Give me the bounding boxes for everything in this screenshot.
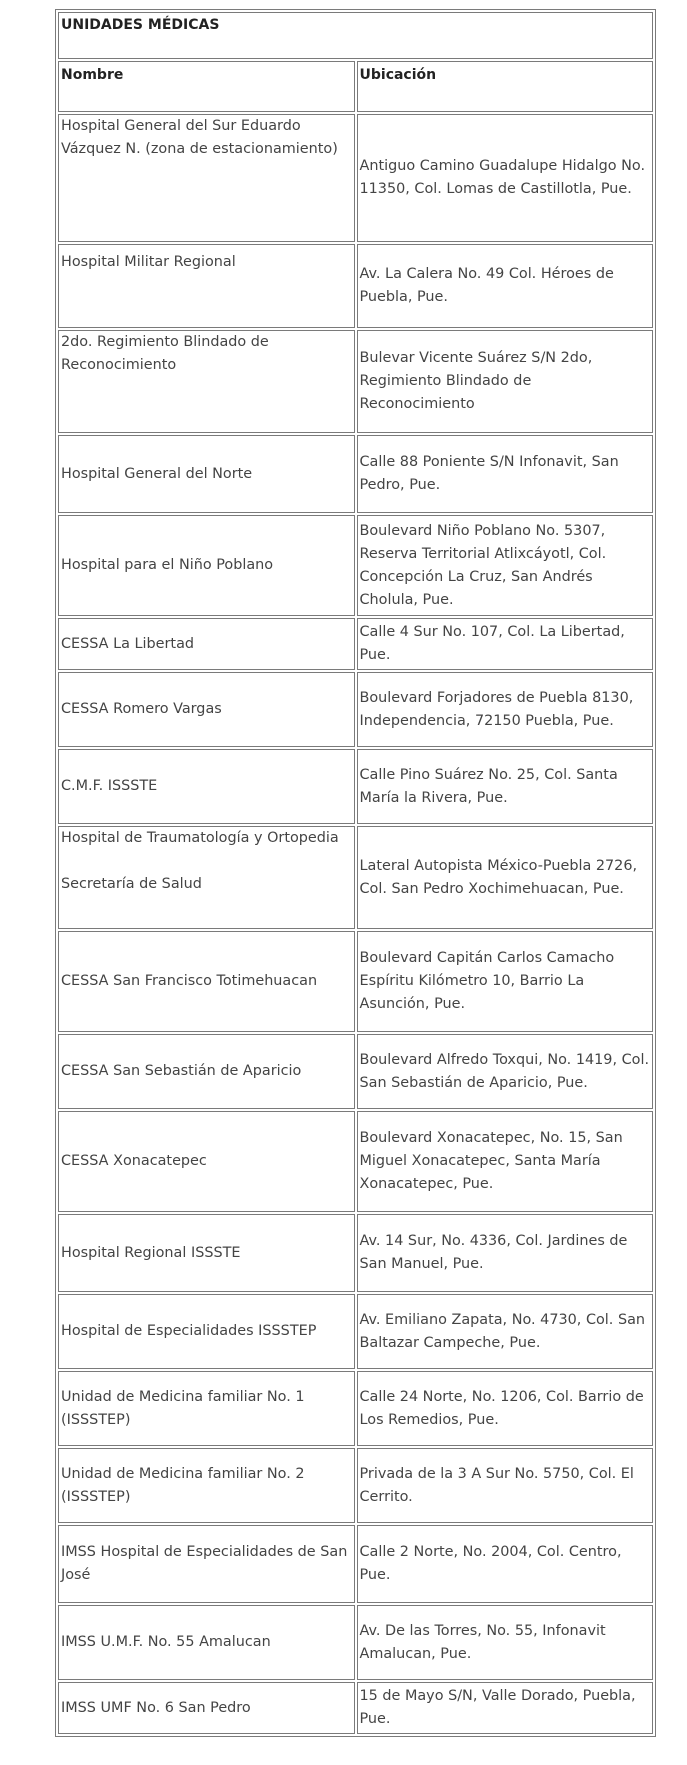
table-title: UNIDADES MÉDICAS (58, 12, 653, 59)
unit-location-cell (357, 1111, 654, 1212)
unit-location: Boulevard Capitán Carlos Camacho Espíritu Kilómetro 10, Barrio La Asunción, Pue. (359, 950, 615, 1012)
table-row (58, 1605, 653, 1680)
unit-name: Hospital General del Sur Eduardo Vázquez N. (zona de estacionamiento) (61, 118, 338, 157)
header-row (58, 61, 653, 112)
unit-name: Hospital Regional ISSSTE (61, 1244, 241, 1261)
unit-name: CESSA San Francisco Totimehuacan (61, 973, 318, 989)
unit-name-cell (58, 515, 355, 616)
unit-name: Secretaría de Salud (61, 876, 202, 892)
unit-name: IMSS Hospital de Especialidades de San José (61, 1544, 348, 1583)
unit-location-cell (357, 1448, 654, 1523)
table-row (58, 1294, 653, 1369)
unit-name-cell (58, 1034, 355, 1109)
unit-name-cell (58, 1525, 355, 1603)
table-row (58, 1111, 653, 1212)
unit-name: Hospital de Especialidades ISSSTEP (61, 1323, 317, 1339)
unit-name-cell (58, 672, 355, 747)
unit-location: Av. De las Torres, No. 55, Infonavit Amalucan, Pue. (359, 1622, 606, 1662)
unit-location-cell (357, 1034, 654, 1109)
column-header-location: Ubicación (357, 61, 654, 112)
unit-name: CESSA La Libertad (61, 635, 195, 652)
unit-location-cell (357, 1214, 654, 1292)
table-body (58, 12, 653, 1734)
unit-name-cell (58, 1294, 355, 1369)
unit-location: Bulevar Vicente Suárez S/N 2do, Regimiento Blindado de Reconocimiento (359, 350, 593, 412)
unit-name: Unidad de Medicina familiar No. 2 (ISSSTEP) (61, 1465, 305, 1505)
unit-name-cell (58, 618, 355, 670)
unit-name: 2do. Regimiento Blindado de Reconocimiento (61, 334, 269, 373)
unit-location: Boulevard Xonacatepec, No. 15, San Miguel Xonacatepec, Santa María Xonacatepec, Pue. (359, 1130, 623, 1192)
unit-name: Hospital General del Norte (61, 465, 253, 482)
unit-location-cell (357, 672, 654, 747)
unit-location-cell (357, 1294, 654, 1369)
table-row (58, 672, 653, 747)
unit-name: CESSA Romero Vargas (61, 701, 222, 717)
table-row (58, 330, 653, 433)
table-row (58, 1448, 653, 1523)
unit-name: IMSS U.M.F. No. 55 Amalucan (61, 1634, 271, 1650)
unit-name-cell (58, 1448, 355, 1523)
unit-name: Hospital de Traumatología y Ortopedia (61, 830, 339, 846)
unit-location: Calle 2 Norte, No. 2004, Col. Centro, Pue. (359, 1544, 622, 1583)
unit-name-cell (58, 114, 355, 242)
unit-name-cell (58, 1111, 355, 1212)
unit-location-cell (357, 515, 654, 616)
unit-name: CESSA Xonacatepec (61, 1153, 207, 1169)
unit-location: Av. 14 Sur, No. 4336, Col. Jardines de San Manuel, Pue. (359, 1233, 628, 1272)
unit-location-cell (357, 1605, 654, 1680)
unit-location: Av. La Calera No. 49 Col. Héroes de Puebla, Pue. (359, 266, 614, 305)
unit-name-cell (58, 749, 355, 824)
table-row (58, 931, 653, 1032)
table-row (58, 1214, 653, 1292)
unit-name: Hospital para el Niño Poblano (61, 557, 274, 573)
unit-location: Calle 24 Norte, No. 1206, Col. Barrio de Los Remedios, Pue. (359, 1388, 644, 1428)
unit-location: Antiguo Camino Guadalupe Hidalgo No. 11350, Col. Lomas de Castillotla, Pue. (359, 158, 646, 197)
unit-location-cell (357, 244, 654, 328)
unit-location-cell (357, 1682, 654, 1734)
unit-name-cell (58, 244, 355, 328)
unit-location: Calle 88 Poniente S/N Infonavit, San Pedro, Pue. (359, 454, 619, 493)
table-row (58, 244, 653, 328)
unit-location: Privada de la 3 A Sur No. 5750, Col. El Cerrito. (359, 1465, 634, 1505)
unit-location-cell (357, 1371, 654, 1446)
unit-location: Calle 4 Sur No. 107, Col. La Libertad, Pue. (359, 624, 625, 663)
unit-location: Lateral Autopista México-Puebla 2726, Col. San Pedro Xochimehuacan, Pue. (359, 857, 638, 897)
unit-location-cell (357, 1525, 654, 1603)
unit-location-cell (357, 826, 654, 929)
unit-name: Hospital Militar Regional (61, 254, 236, 270)
table-row (58, 1371, 653, 1446)
unit-location: Calle Pino Suárez No. 25, Col. Santa María la Rivera, Pue. (359, 766, 618, 806)
unit-name: Unidad de Medicina familiar No. 1 (ISSSTEP) (61, 1388, 305, 1428)
medical-units-table (55, 9, 656, 1737)
unit-name: IMSS UMF No. 6 San Pedro (61, 1699, 251, 1716)
unit-location-cell (357, 330, 654, 433)
unit-location: Boulevard Niño Poblano No. 5307, Reserva Territorial Atlixcáyotl, Col. Concepción La Cruz, San Andrés Cholula, Pue. (359, 522, 607, 608)
table-row (58, 515, 653, 616)
unit-location-cell (357, 749, 654, 824)
table-row (58, 1525, 653, 1603)
unit-name-cell (58, 826, 355, 929)
table-row (58, 1682, 653, 1734)
unit-name-cell (58, 435, 355, 513)
unit-name: CESSA San Sebastián de Aparicio (61, 1063, 302, 1079)
table-row (58, 749, 653, 824)
table-row (58, 826, 653, 929)
unit-name-cell (58, 330, 355, 433)
unit-name-cell (58, 1605, 355, 1680)
unit-location: Boulevard Forjadores de Puebla 8130, Independencia, 72150 Puebla, Pue. (359, 689, 634, 729)
table-row (58, 1034, 653, 1109)
unit-location-cell (357, 931, 654, 1032)
unit-name-cell (58, 1214, 355, 1292)
unit-location-cell (357, 618, 654, 670)
column-header-name: Nombre (58, 61, 355, 112)
unit-name-cell (58, 1682, 355, 1734)
unit-name-cell (58, 1371, 355, 1446)
table-row (58, 435, 653, 513)
title-row (58, 12, 653, 59)
unit-location: 15 de Mayo S/N, Valle Dorado, Puebla, Pue. (359, 1688, 636, 1727)
table-row (58, 114, 653, 242)
table-row (58, 618, 653, 670)
unit-location: Av. Emiliano Zapata, No. 4730, Col. San Baltazar Campeche, Pue. (359, 1311, 646, 1351)
unit-location: Boulevard Alfredo Toxqui, No. 1419, Col. San Sebastián de Aparicio, Pue. (359, 1051, 650, 1091)
unit-name: C.M.F. ISSSTE (61, 778, 158, 794)
unit-location-cell (357, 114, 654, 242)
unit-name-cell (58, 931, 355, 1032)
unit-location-cell (357, 435, 654, 513)
